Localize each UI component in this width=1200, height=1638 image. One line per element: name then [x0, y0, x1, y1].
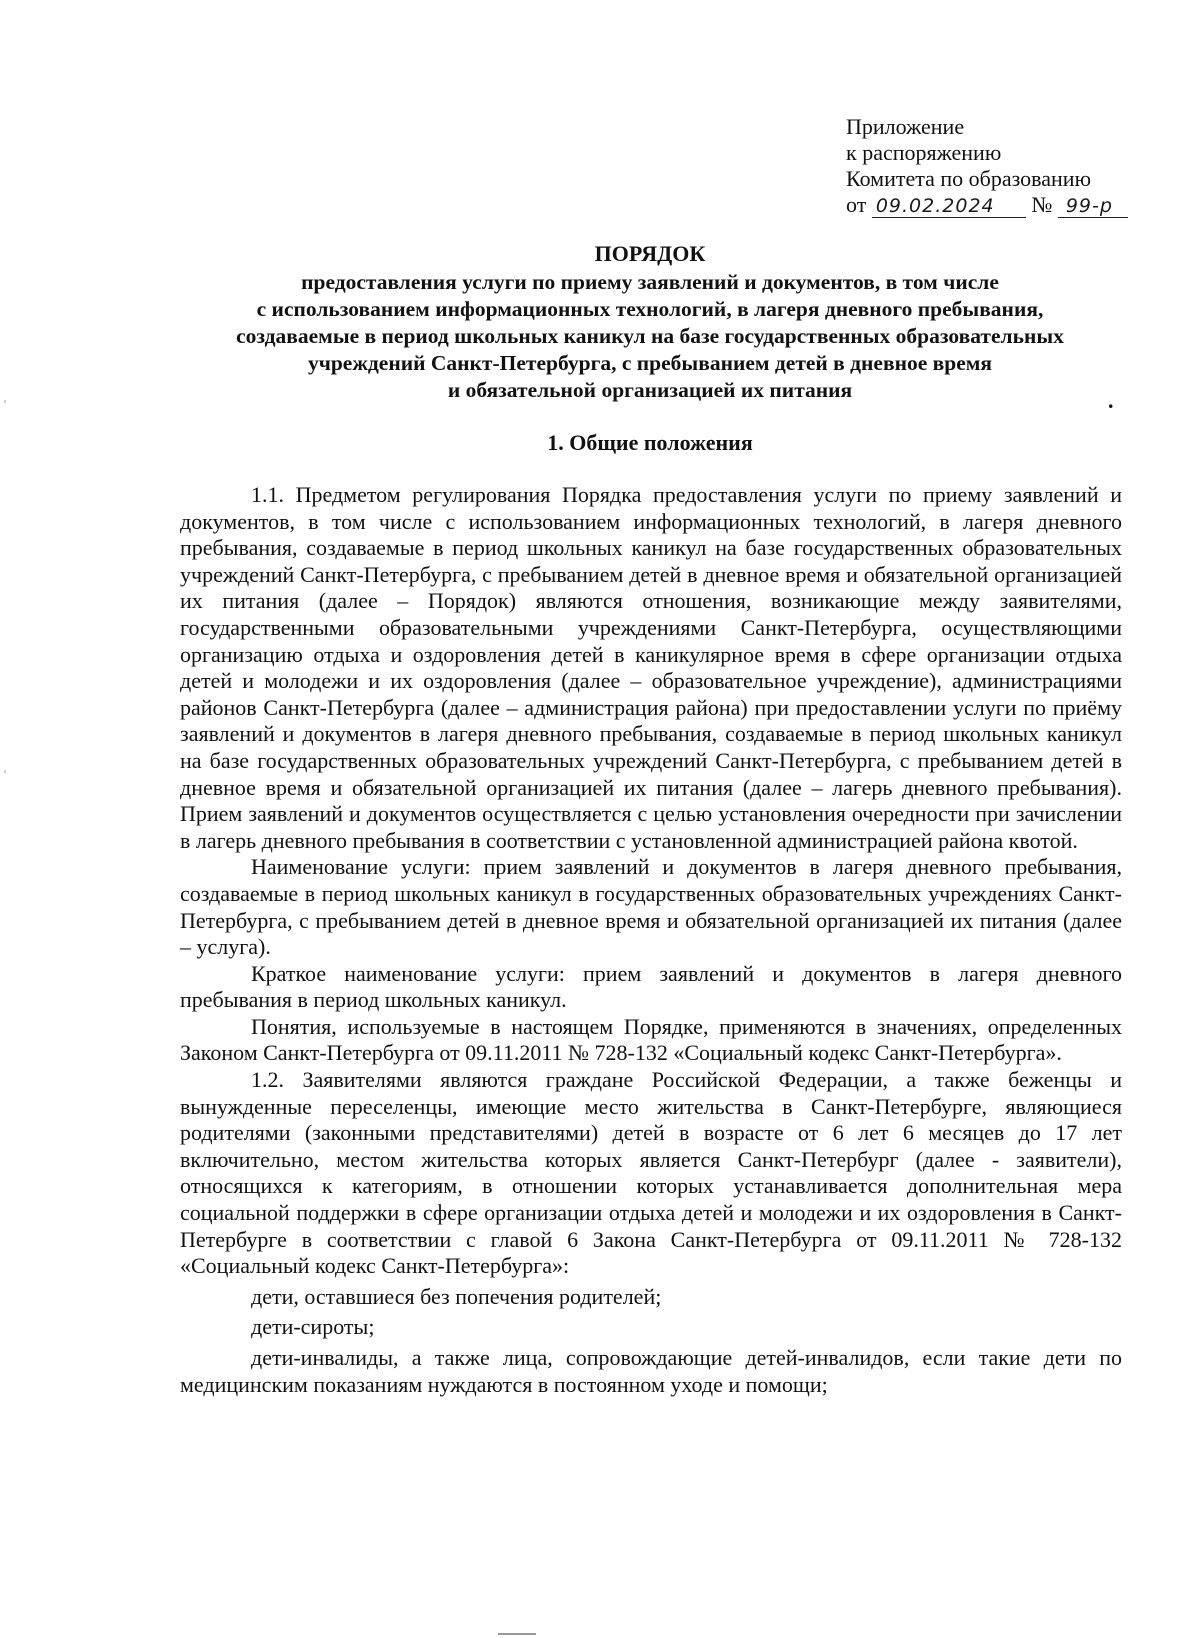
title-line: предоставления услуги по приему заявлений и документов, в том числе — [301, 270, 999, 294]
number-prefix: № — [1031, 192, 1053, 217]
appendix-line-2: к распоряжению — [846, 140, 1002, 165]
appendix-block — [846, 114, 1146, 218]
appendix-line-1: Приложение — [846, 114, 965, 139]
document-title — [150, 240, 1150, 404]
appendix-date-line — [846, 192, 1146, 218]
stray-mark: . — [1108, 388, 1114, 413]
title-line: и обязательной организацией их питания — [447, 378, 853, 402]
document-body — [180, 482, 1122, 1398]
paragraph: Понятия, используемые в настоящем Порядке, применяются в значениях, определенных Законом Санкт-Петербурга от 09.11.2011 № 728-132 «Социальный кодекс Санкт-Петербурга». — [180, 1013, 1122, 1066]
scan-mark — [498, 1633, 536, 1635]
section-heading: 1. Общие положения — [547, 430, 753, 455]
scan-mark — [4, 770, 6, 773]
list-item: дети-инвалиды, а также лица, сопровождающие детей-инвалидов, если такие дети по медицинским показаниям нуждаются в постоянном уходе и помощи; — [180, 1345, 1122, 1397]
date-prefix: от — [846, 192, 867, 217]
paragraph: Наименование услуги: прием заявлений и документов в лагеря дневного пребывания, создаваемые в период школьных каникул в государственных образовательных учреждениях Санкт-Петербурга, с пребыванием детей в дневное время и обязательной организацией их питания (далее – услуга). — [180, 854, 1122, 960]
handwritten-date: 09.02.2024 — [872, 195, 1026, 218]
title-line: создаваемые в период школьных каникул на базе государственных образовательных — [236, 324, 1064, 348]
list-item: дети, оставшиеся без попечения родителей; — [251, 1283, 662, 1309]
list-item: дети-сироты; — [251, 1314, 375, 1340]
title-line: с использованием информационных технологий, в лагеря дневного пребывания, — [256, 297, 1044, 321]
appendix-line-3: Комитета по образованию — [846, 166, 1092, 191]
scan-mark — [4, 400, 6, 403]
paragraph: Краткое наименование услуги: прием заявлений и документов в лагеря дневного пребывания в период школьных каникул. — [180, 960, 1122, 1013]
paragraph: 1.1. Предметом регулирования Порядка предоставления услуги по приему заявлений и документов, в том числе с использованием информационных технологий, в лагеря дневного пребывания, создаваемые в период школьных каникул на базе государственных образовательных учреждений Санкт-Петербурга, с пребыванием детей в дневное время и обязательной организацией их питания (далее – Порядок) являются отношения, возникающие между заявителями, государственными образовательными учреждениями Санкт-Петербурга, осуществляющими организацию отдыха и оздоровления детей в каникулярное время в сфере организации отдыха детей и молодежи и их оздоровления (далее – образовательное учреждение), администрациями районов Санкт-Петербурга (далее – администрация района) при предоставлении услуги по приёму заявлений и документов в лагеря дневного пребывания, создаваемые в период школьных каникул на базе государственных образовательных учреждений Санкт-Петербурга, с пребыванием детей в дневное время и обязательной организацией их питания (далее – лагерь дневного пребывания). Прием заявлений и документов осуществляется с целью установления очередности при зачислении в лагерь дневного пребывания в соответствии с установленной администрацией района квотой. — [180, 482, 1122, 853]
paragraph: 1.2. Заявителями являются граждане Российской Федерации, а также беженцы и вынужденные переселенцы, имеющие место жительства в Санкт-Петербурге, являющиеся родителями (законными представителями) детей в возрасте от 6 лет 6 месяцев до 17 лет включительно, местом жительства которых является Санкт-Петербург (далее - заявители), относящихся к категориям, в отношении которых устанавливается дополнительная мера социальной поддержки в сфере организации отдыха детей и молодежи и их оздоровления в Санкт-Петербурге в соответствии с главой 6 Закона Санкт-Петербурга от 09.11.2011 № 728-132 «Социальный кодекс Санкт-Петербурга»: — [180, 1067, 1122, 1279]
title-main: ПОРЯДОК — [594, 241, 706, 266]
handwritten-number: 99-р — [1058, 195, 1128, 218]
title-line: учреждений Санкт-Петербурга, с пребыванием детей в дневное время — [307, 351, 993, 375]
